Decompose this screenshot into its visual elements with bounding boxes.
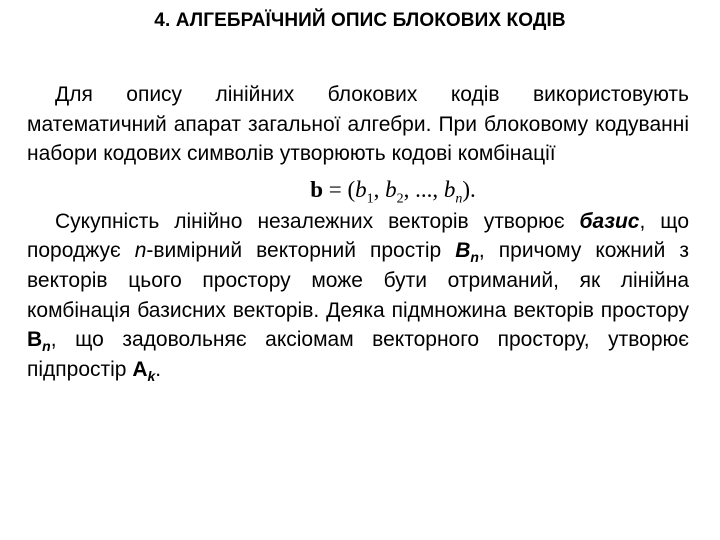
formula-sub1: 1 [366, 191, 374, 207]
formula-sep1: , [373, 176, 386, 202]
p2-text-2: , що породжує [27, 209, 689, 263]
formula-subn: n [455, 191, 463, 207]
formula-sub2: 2 [396, 191, 404, 207]
formula-eq: = ( [322, 176, 356, 202]
slide-body [27, 80, 689, 384]
space-bn-2 [27, 328, 51, 355]
paragraph-intro: Для опису лінійних блокових кодів використовують математичний апарат загальної алгебри. При блоковому кодуванні набори кодових символів утворюють кодові комбінації [27, 83, 689, 166]
subspace-ak-letter: A [132, 357, 148, 381]
n-variable: n [134, 239, 147, 263]
p2-text-5: , що задовольняє аксіомам векторного простору, утворює підпростір [27, 328, 689, 381]
space-bn-letter: B [455, 239, 471, 263]
subspace-ak-sub: k [147, 367, 156, 384]
subspace-ak [132, 357, 156, 384]
p2-text-3: -вимірний векторний простір [146, 239, 456, 263]
p2-text-4: , причому кожний з векторів цього простору може бути отриманий, як лінійна комбінація базисних векторів. Деяка підмножина векторів простору [27, 239, 689, 322]
formula-b2: b [385, 176, 397, 202]
formula-b1: b [355, 176, 367, 202]
paragraph-basis [27, 207, 689, 385]
formula-bn: b [443, 176, 456, 202]
space-bn-sub: n [470, 249, 479, 266]
space-bn-2-sub: n [42, 338, 51, 355]
formula-sep2: , ..., [403, 176, 444, 202]
p2-text-6: . [155, 357, 162, 381]
space-bn [455, 239, 479, 266]
formula [27, 173, 689, 207]
space-bn-2-letter: B [27, 328, 43, 352]
basis-term: базис [579, 209, 640, 233]
formula-close: ). [462, 176, 476, 202]
formula-lhs: b [310, 176, 323, 202]
p2-text-1: Сукупність лінійно незалежних векторів утворює [55, 209, 580, 233]
page-title: 4. АЛГЕБРАЇЧНИЙ ОПИС БЛОКОВИХ КОДІВ [154, 10, 566, 31]
